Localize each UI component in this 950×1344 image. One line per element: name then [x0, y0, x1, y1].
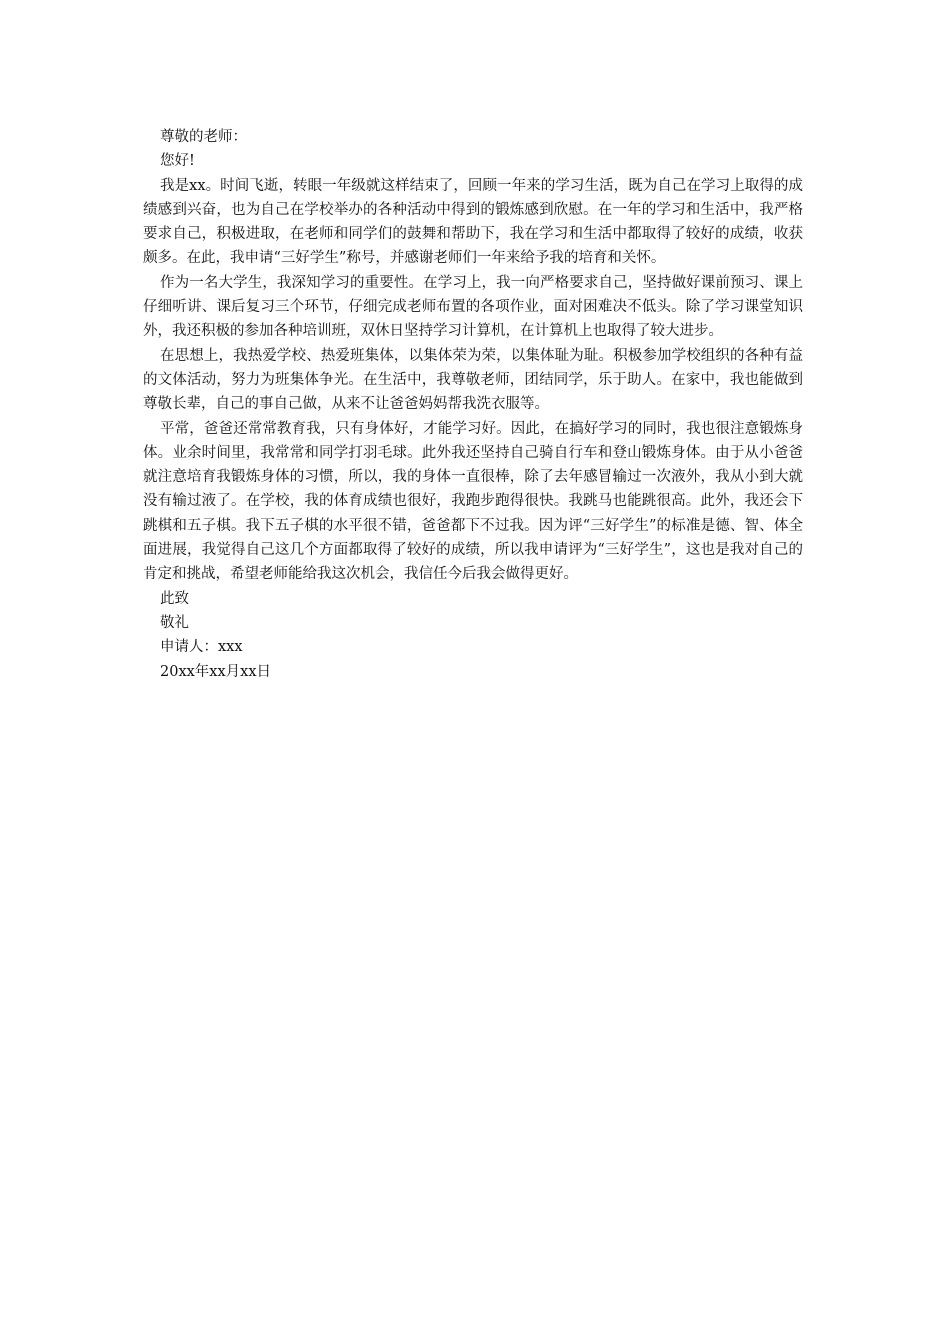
paragraph-thought: 在思想上，我热爱学校、热爱班集体，以集体荣为荣，以集体耻为耻。积极参加学校组织的各种有益的文体活动，努力为班集体争光。在生活中，我尊敬老师，团结同学，乐于助人。在家中，我也能做到尊敬长辈，自己的事自己做，从来不让爸爸妈妈帮我洗衣服等。 — [143, 347, 803, 413]
paragraph-health: 平常，爸爸还常常教育我，只有身体好，才能学习好。因此，在搞好学习的同时，我也很注意锻炼身体。业余时间里，我常常和同学打羽毛球。此外我还坚持自己骑自行车和登山锻炼身体。由于从小爸爸就注意培育我锻炼身体的习惯，所以，我的身体一直很棒，除了去年感冒输过一次液外，我从小到大就没有输过液了。在学校，我的体育成绩也很好，我跑步跑得很快。我跳马也能跳很高。此外，我还会下跳棋和五子棋。我下五子棋的水平很不错，爸爸都下不过我。因为评“三好学生”的标准是德、智、体全面进展，我觉得自己这几个方面都取得了较好的成绩，所以我申请评为“三好学生”，这也是我对自己的肯定和挑战，希望老师能给我这次机会，我信任今后我会做得更好。 — [143, 420, 803, 583]
salutation: 尊敬的老师： — [160, 129, 247, 145]
paragraph-study: 作为一名大学生，我深知学习的重要性。在学习上，我一向严格要求自己，坚持做好课前预习、课上仔细听讲、课后复习三个环节，仔细完成老师布置的各项作业，面对困难决不低头。除了学习课堂知识外，我还积极的参加各种培训班，双休日坚持学习计算机，在计算机上也取得了较大进步。 — [143, 274, 803, 340]
paragraph-introduction: 我是xx。时间飞逝，转眼一年级就这样结束了，回顾一年来的学习生活，既为自己在学习上取得的成绩感到兴奋，也为自己在学校举办的各种活动中得到的锻炼感到欣慰。在一年的学习和生活中，我严格要求自己，积极进取，在老师和同学们的鼓舞和帮助下，我在学习和生活中都取得了较好的成绩，收获颇多。在此，我申请“三好学生”称号，并感谢老师们一年来给予我的培育和关怀。 — [143, 177, 803, 267]
letter-date: 20xx年xx月xx日 — [160, 663, 272, 680]
greeting: 您好! — [160, 153, 195, 170]
closing-jingli: 敬礼 — [160, 614, 189, 631]
letter-document — [143, 125, 803, 684]
closing-cizhi: 此致 — [160, 590, 189, 607]
applicant-signature: 申请人：xxx — [160, 639, 243, 656]
